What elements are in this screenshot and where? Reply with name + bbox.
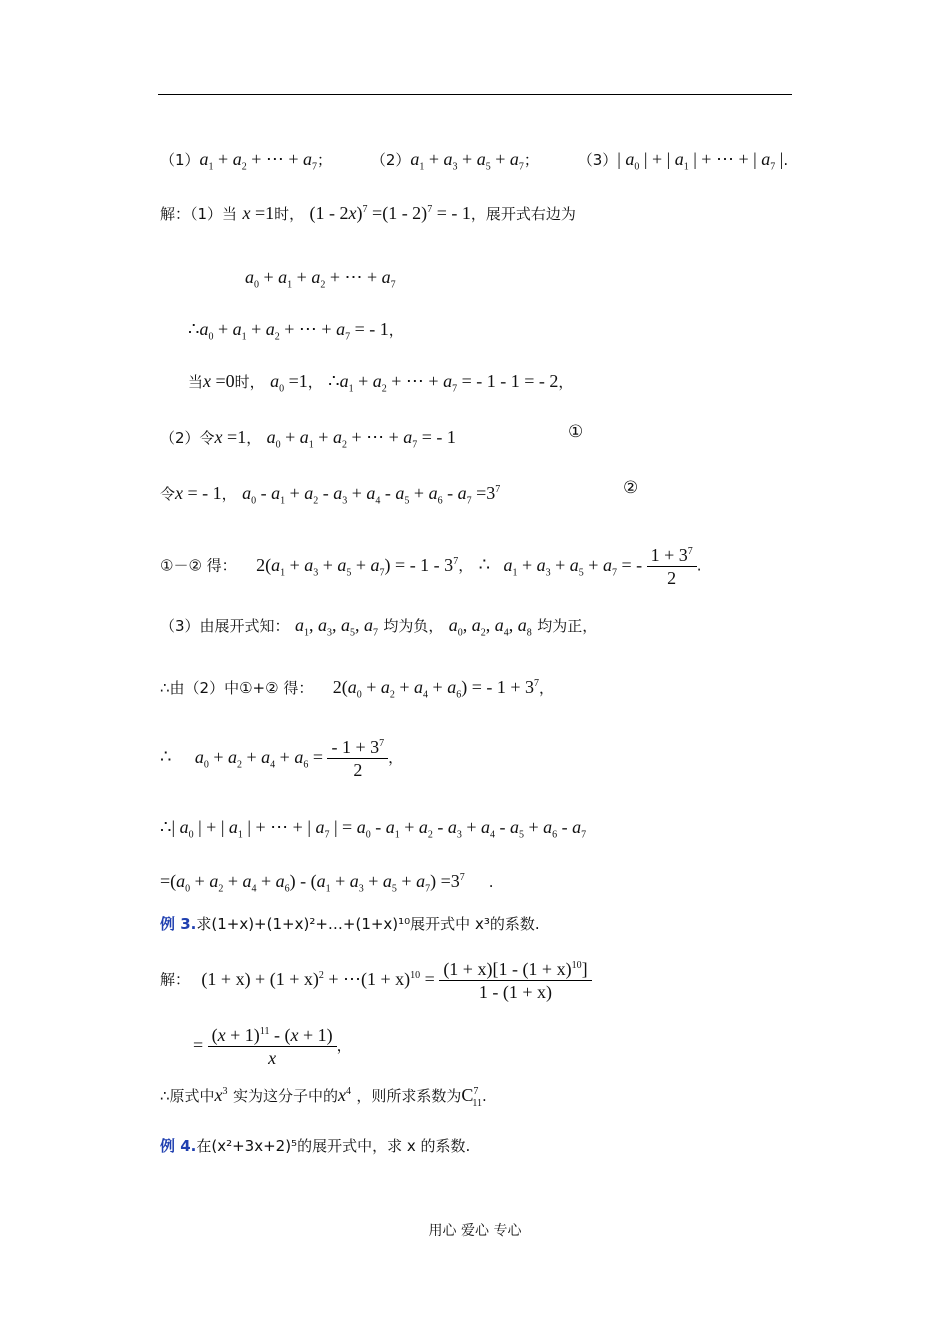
- abs-sum-result: $=(a_0 + a_2 + a_4 + a_6) - (a_1 + a_3 + a_5 + a_7) =3^7$ .: [160, 871, 494, 895]
- example-4-label: 例 4.: [160, 1137, 197, 1155]
- circle-1-marker: ①: [568, 422, 584, 442]
- solution-2-line: （2）令x =1， $a_0 + a_1 + a_2$ + ⋯ + $a_7$ = - 1: [160, 427, 456, 451]
- difference-line: ①－② 得： $2(a_1 + a_3 + a_5 + a_7)$ = - $1 - 3^7$， ∴ $a_1 + a_3 + a_5 + a_7$ = - $\frac{1 + 3^7}{2}$ .: [160, 545, 702, 588]
- even-sum-line: ∴ $a_0 + a_2 + a_4 + a_6$ = $\frac{- 1 + 3^7}{2}$ ，: [160, 737, 404, 780]
- sum-expression: $a_0 + a_1 + a_2$ + ⋯ + $a_7$: [245, 267, 396, 291]
- example-3-solution: 解： $(1 + x) + (1 + x)^2$ + ⋯(1 + x)$^{10}$ = $\frac{(1 + x)[1 - (1 + x)^{10}]}{1 - (1 + x)}$: [160, 960, 592, 1001]
- page-footer: 用心 爱心 专心: [428, 1223, 522, 1239]
- sum-1-2-line: ∴由（2）中①+② 得： $2(a_0 + a_2 + a_4 + a_6)$ = - $1 + 3^7$，: [160, 677, 555, 701]
- solution-1-line: 解：（1）当 x =1时， (1 - 2x)$^7$ =(1 - 2)$^7$ = - 1，展开式右边为: [160, 203, 576, 223]
- circle-2-marker: ②: [623, 478, 639, 498]
- q1-label: （1）: [160, 151, 200, 169]
- q2-label: （2）: [370, 151, 411, 169]
- header-rule: [158, 94, 792, 95]
- abs-sum-line: ∴| $a_0$ | + | $a_1$ | + ⋯ + | $a_7$ | = $a_0 - a_1 + a_2 - a_3 + a_4 - a_5 + a_6 - a_7$: [160, 817, 587, 841]
- sol-label: 解：: [160, 205, 191, 223]
- q3-label: （3）: [577, 151, 618, 169]
- x-minus1-line: 令x = - 1， $a_0 - a_1 + a_2 - a_3 + a_4 - a_5 + a_6 - a_7 =3^7$: [160, 483, 501, 507]
- example-3-label: 例 3.: [160, 915, 197, 933]
- example-4-line: 例 4.在(x²+3x+2)⁵的展开式中，求 x 的系数.: [160, 1137, 471, 1155]
- example-3-simplified: = $\frac{(x + 1)^{11} - (x + 1)}{x}$ ，: [193, 1025, 352, 1068]
- solution-3-line: （3）由展开式知： $a_1$, $a_3$, $a_5$, $a_7$ 均为负， $a_0$, $a_2$, $a_4$, $a_8$ 均为正，: [160, 615, 598, 639]
- question-line: $(1)a_1 + a_2$ + ⋯ + $a_7$； $(2)a_1 + a_3 + a_5 + a_7$； （3）| $a_0$ | + | $a_1$ | + ⋯ + | $a_7$ |.: [160, 149, 789, 173]
- sum-equals-line: $\therefore a_0 + a_1 + a_2$ + ⋯ + $a_7$ = - 1，: [188, 319, 404, 343]
- example-3-line: 例 3.求(1+x)+(1+x)²+…+(1+x)¹⁰展开式中 x³的系数.: [160, 915, 540, 933]
- example-3-conclusion: ∴原式中$x^3$ 实为这分子中的$x^4$ ，则所求系数为$C^7_{11}$.: [160, 1085, 487, 1109]
- x0-line: 当x =0时， $a_0 =1$， $\therefore a_1 + a_2$ + ⋯ + $a_7$ = - 1 - 1 = - 2，: [188, 371, 574, 395]
